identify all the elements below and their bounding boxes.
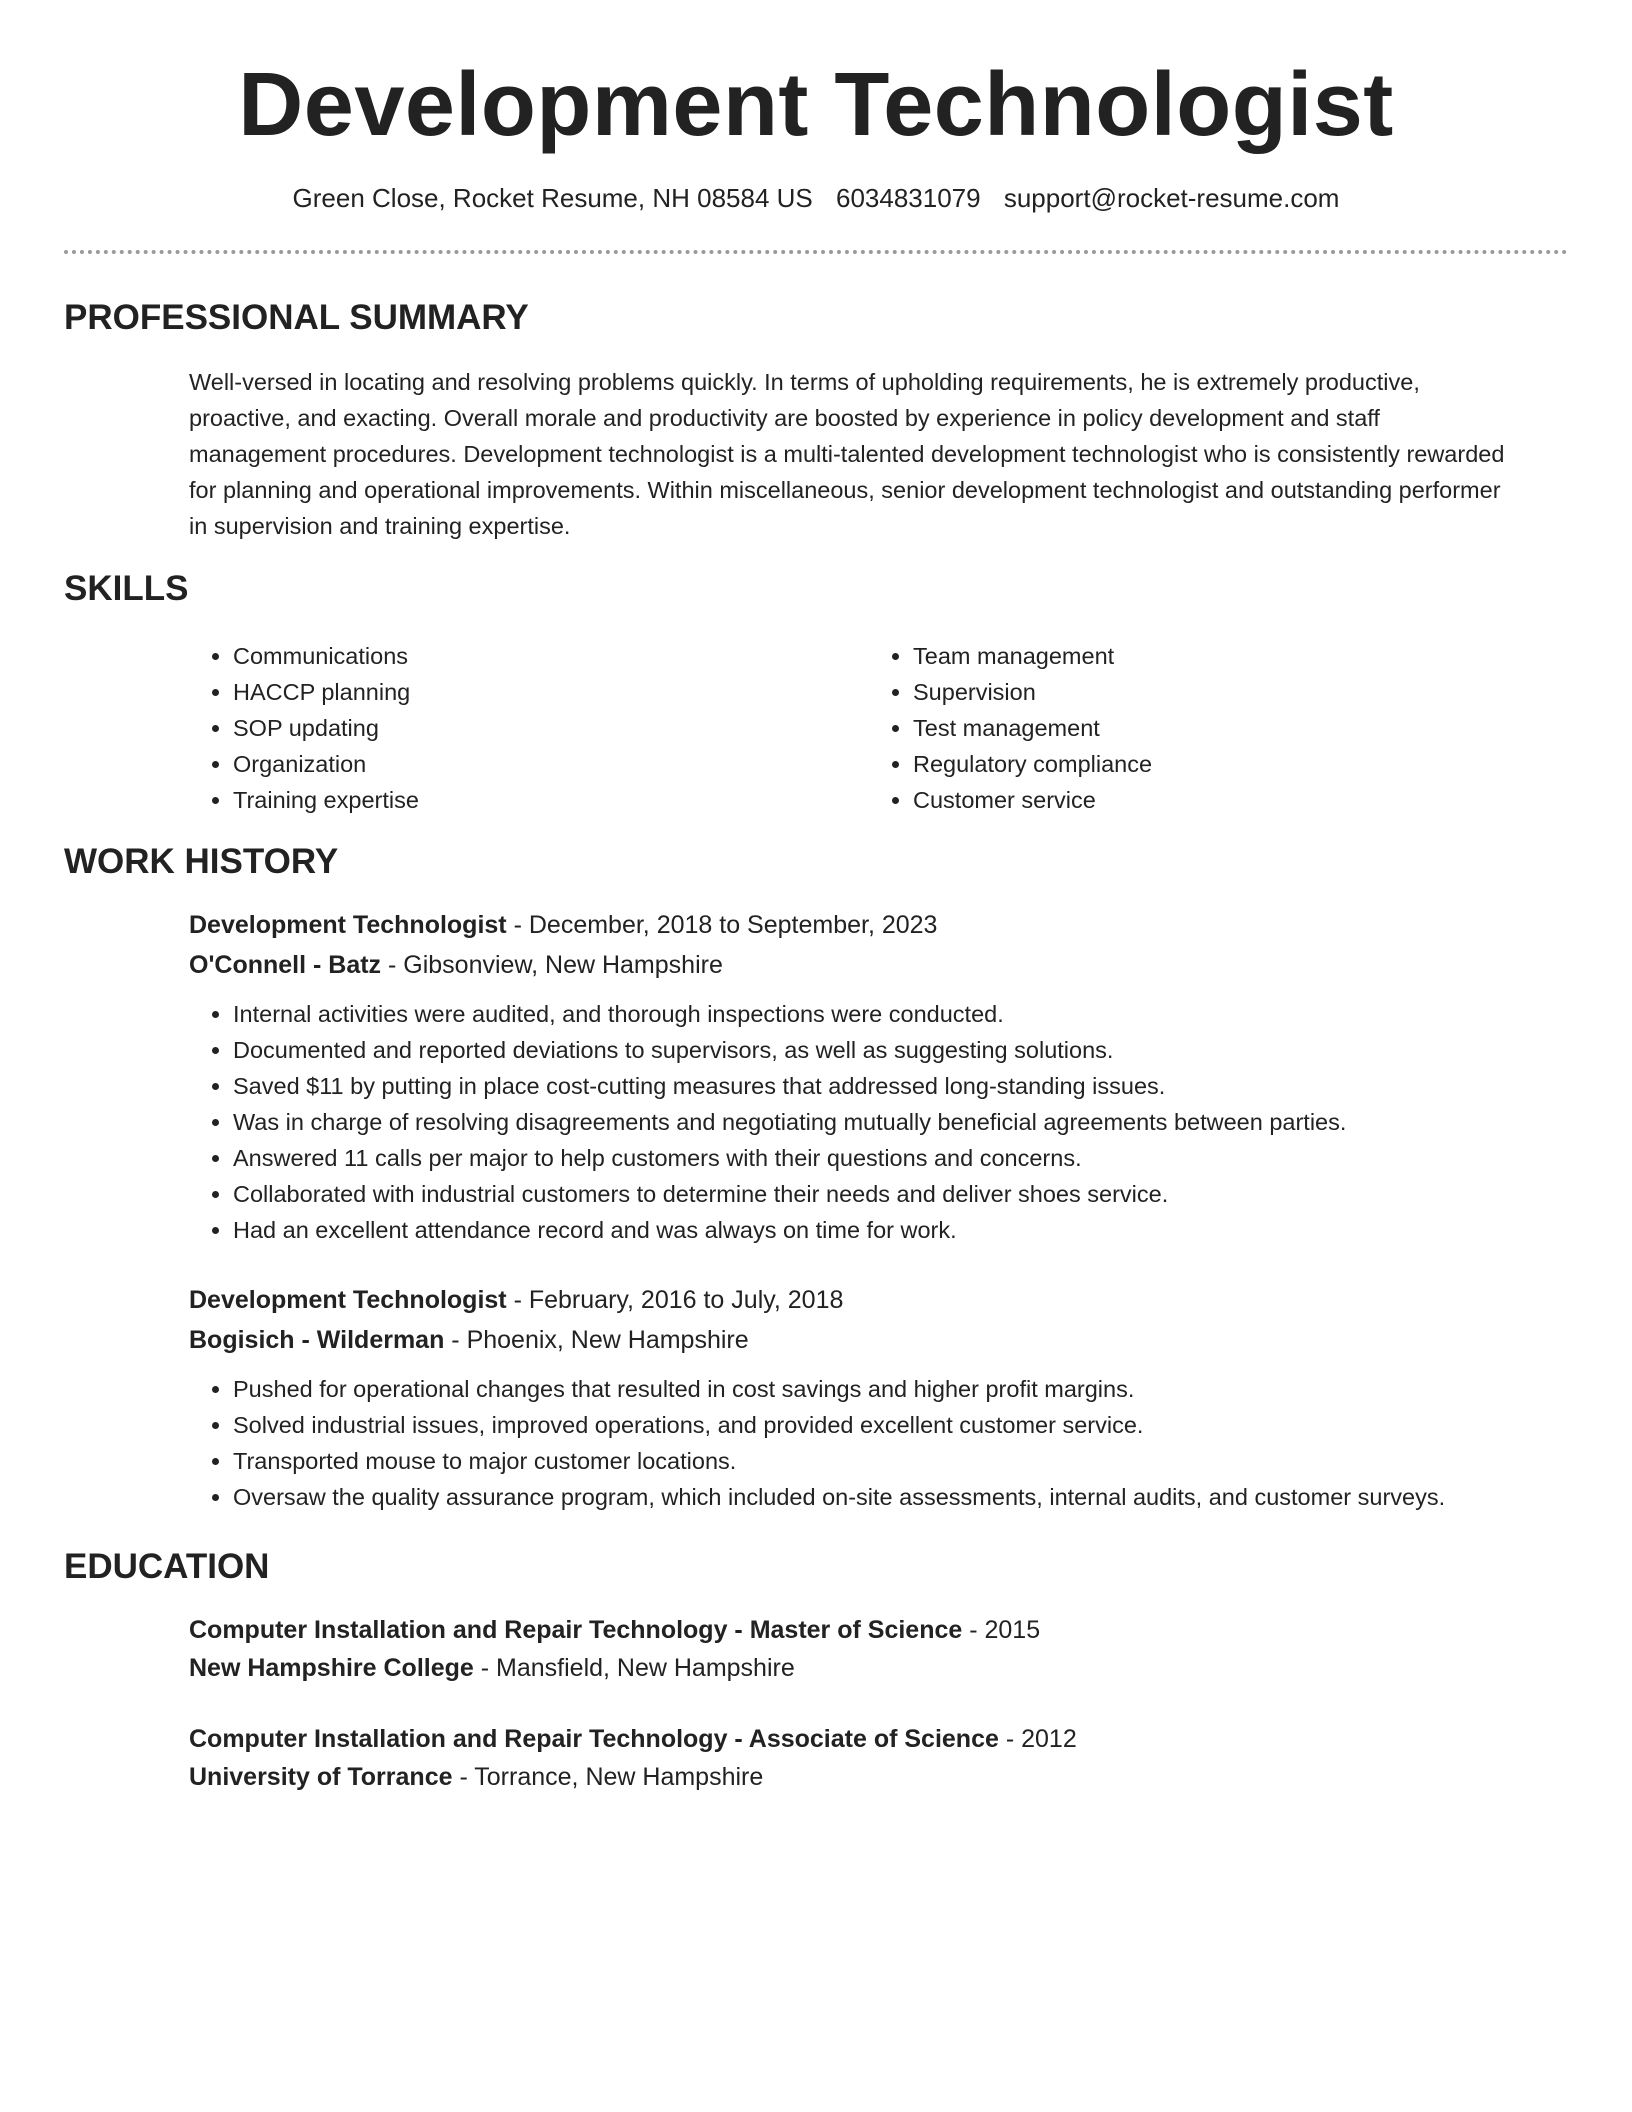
skill-item: • Training expertise — [233, 782, 419, 818]
education-school-line — [189, 1649, 1589, 1687]
education-year: - 2012 — [998, 1725, 1077, 1753]
job-title: Development Technologist — [189, 1286, 507, 1314]
education-degree-line — [189, 1720, 1589, 1758]
education-entry — [189, 1611, 1589, 1687]
summary-heading: PROFESSIONAL SUMMARY — [64, 298, 529, 337]
education-heading: EDUCATION — [64, 1547, 270, 1586]
summary-text: Well-versed in locating and resolving problems quickly. In terms of upholding requirements, he is extremely productive, proactive, and exacting. Overall morale and productivity are boosted by experience in policy development and staff management procedures. Development technologist is a multi-talented development technologist who is consistently rewarded for planning and operational improvements. Within miscellaneous, senior development technologist and outstanding performer in supervision and training expertise. — [189, 369, 1505, 539]
job-bullets — [189, 996, 1589, 1248]
job-entry — [189, 1281, 1589, 1515]
job-company-line — [189, 1321, 1589, 1359]
job-bullet: • Documented and reported deviations to supervisors, as well as suggesting solutions. — [233, 1032, 1589, 1068]
skills-heading: SKILLS — [64, 569, 189, 608]
job-dates: - December, 2018 to September, 2023 — [506, 911, 938, 939]
job-bullets — [189, 1371, 1589, 1515]
education-degree: Computer Installation and Repair Technology - Master of Science — [189, 1616, 963, 1644]
job-bullet: • Oversaw the quality assurance program, which included on-site assessments, internal audits, and customer surveys. — [233, 1479, 1589, 1515]
education-degree-line — [189, 1611, 1589, 1649]
education-entry — [189, 1720, 1589, 1796]
education-school: New Hampshire College — [189, 1654, 474, 1682]
job-location: - Phoenix, New Hampshire — [444, 1326, 749, 1354]
job-bullet: • Pushed for operational changes that resulted in cost savings and higher profit margins. — [233, 1371, 1589, 1407]
contact-email: support@rocket-resume.com — [1003, 183, 1340, 213]
job-bullet: • Internal activities were audited, and thorough inspections were conducted. — [233, 996, 1589, 1032]
skill-item: • Team management — [913, 638, 1152, 674]
job-location: - Gibsonview, New Hampshire — [381, 951, 723, 979]
contact-phone: 6034831079 — [836, 183, 981, 213]
skill-item: • Regulatory compliance — [913, 746, 1152, 782]
education-year: - 2015 — [962, 1616, 1041, 1644]
job-bullet: • Saved $11 by putting in place cost-cutting measures that addressed long-standing issues. — [233, 1068, 1589, 1104]
job-title-line — [189, 906, 1589, 944]
contact-line — [0, 180, 1632, 216]
job-bullet: • Transported mouse to major customer locations. — [233, 1443, 1589, 1479]
resume-name: Development Technologist — [238, 55, 1394, 155]
education-school: University of Torrance — [189, 1763, 453, 1791]
education-school-line — [189, 1758, 1589, 1796]
header-divider — [64, 250, 1568, 254]
skill-item: • HACCP planning — [233, 674, 419, 710]
skills-column-right — [869, 638, 1152, 818]
job-title: Development Technologist — [189, 911, 507, 939]
work-history-heading: WORK HISTORY — [64, 842, 339, 881]
skill-item: • Communications — [233, 638, 419, 674]
job-company: Bogisich - Wilderman — [189, 1326, 445, 1354]
job-bullet: • Was in charge of resolving disagreements and negotiating mutually beneficial agreements between parties. — [233, 1104, 1589, 1140]
job-bullet: • Had an excellent attendance record and was always on time for work. — [233, 1212, 1589, 1248]
skill-item: • Organization — [233, 746, 419, 782]
education-location: - Mansfield, New Hampshire — [473, 1654, 795, 1682]
job-bullet: • Solved industrial issues, improved operations, and provided excellent customer service. — [233, 1407, 1589, 1443]
job-company-line — [189, 946, 1589, 984]
education-location: - Torrance, New Hampshire — [452, 1763, 764, 1791]
skill-item: • Customer service — [913, 782, 1152, 818]
job-company: O'Connell - Batz — [189, 951, 382, 979]
contact-address: Green Close, Rocket Resume, NH 08584 US — [292, 183, 813, 213]
job-bullet: • Answered 11 calls per major to help customers with their questions and concerns. — [233, 1140, 1589, 1176]
job-title-line — [189, 1281, 1589, 1319]
education-degree: Computer Installation and Repair Technology - Associate of Science — [189, 1725, 999, 1753]
skill-item: • Supervision — [913, 674, 1152, 710]
job-dates: - February, 2016 to July, 2018 — [506, 1286, 844, 1314]
skill-item: • SOP updating — [233, 710, 419, 746]
skill-item: • Test management — [913, 710, 1152, 746]
job-entry — [189, 906, 1589, 1248]
skills-column-left — [189, 638, 419, 818]
job-bullet: • Collaborated with industrial customers to determine their needs and deliver shoes service. — [233, 1176, 1589, 1212]
